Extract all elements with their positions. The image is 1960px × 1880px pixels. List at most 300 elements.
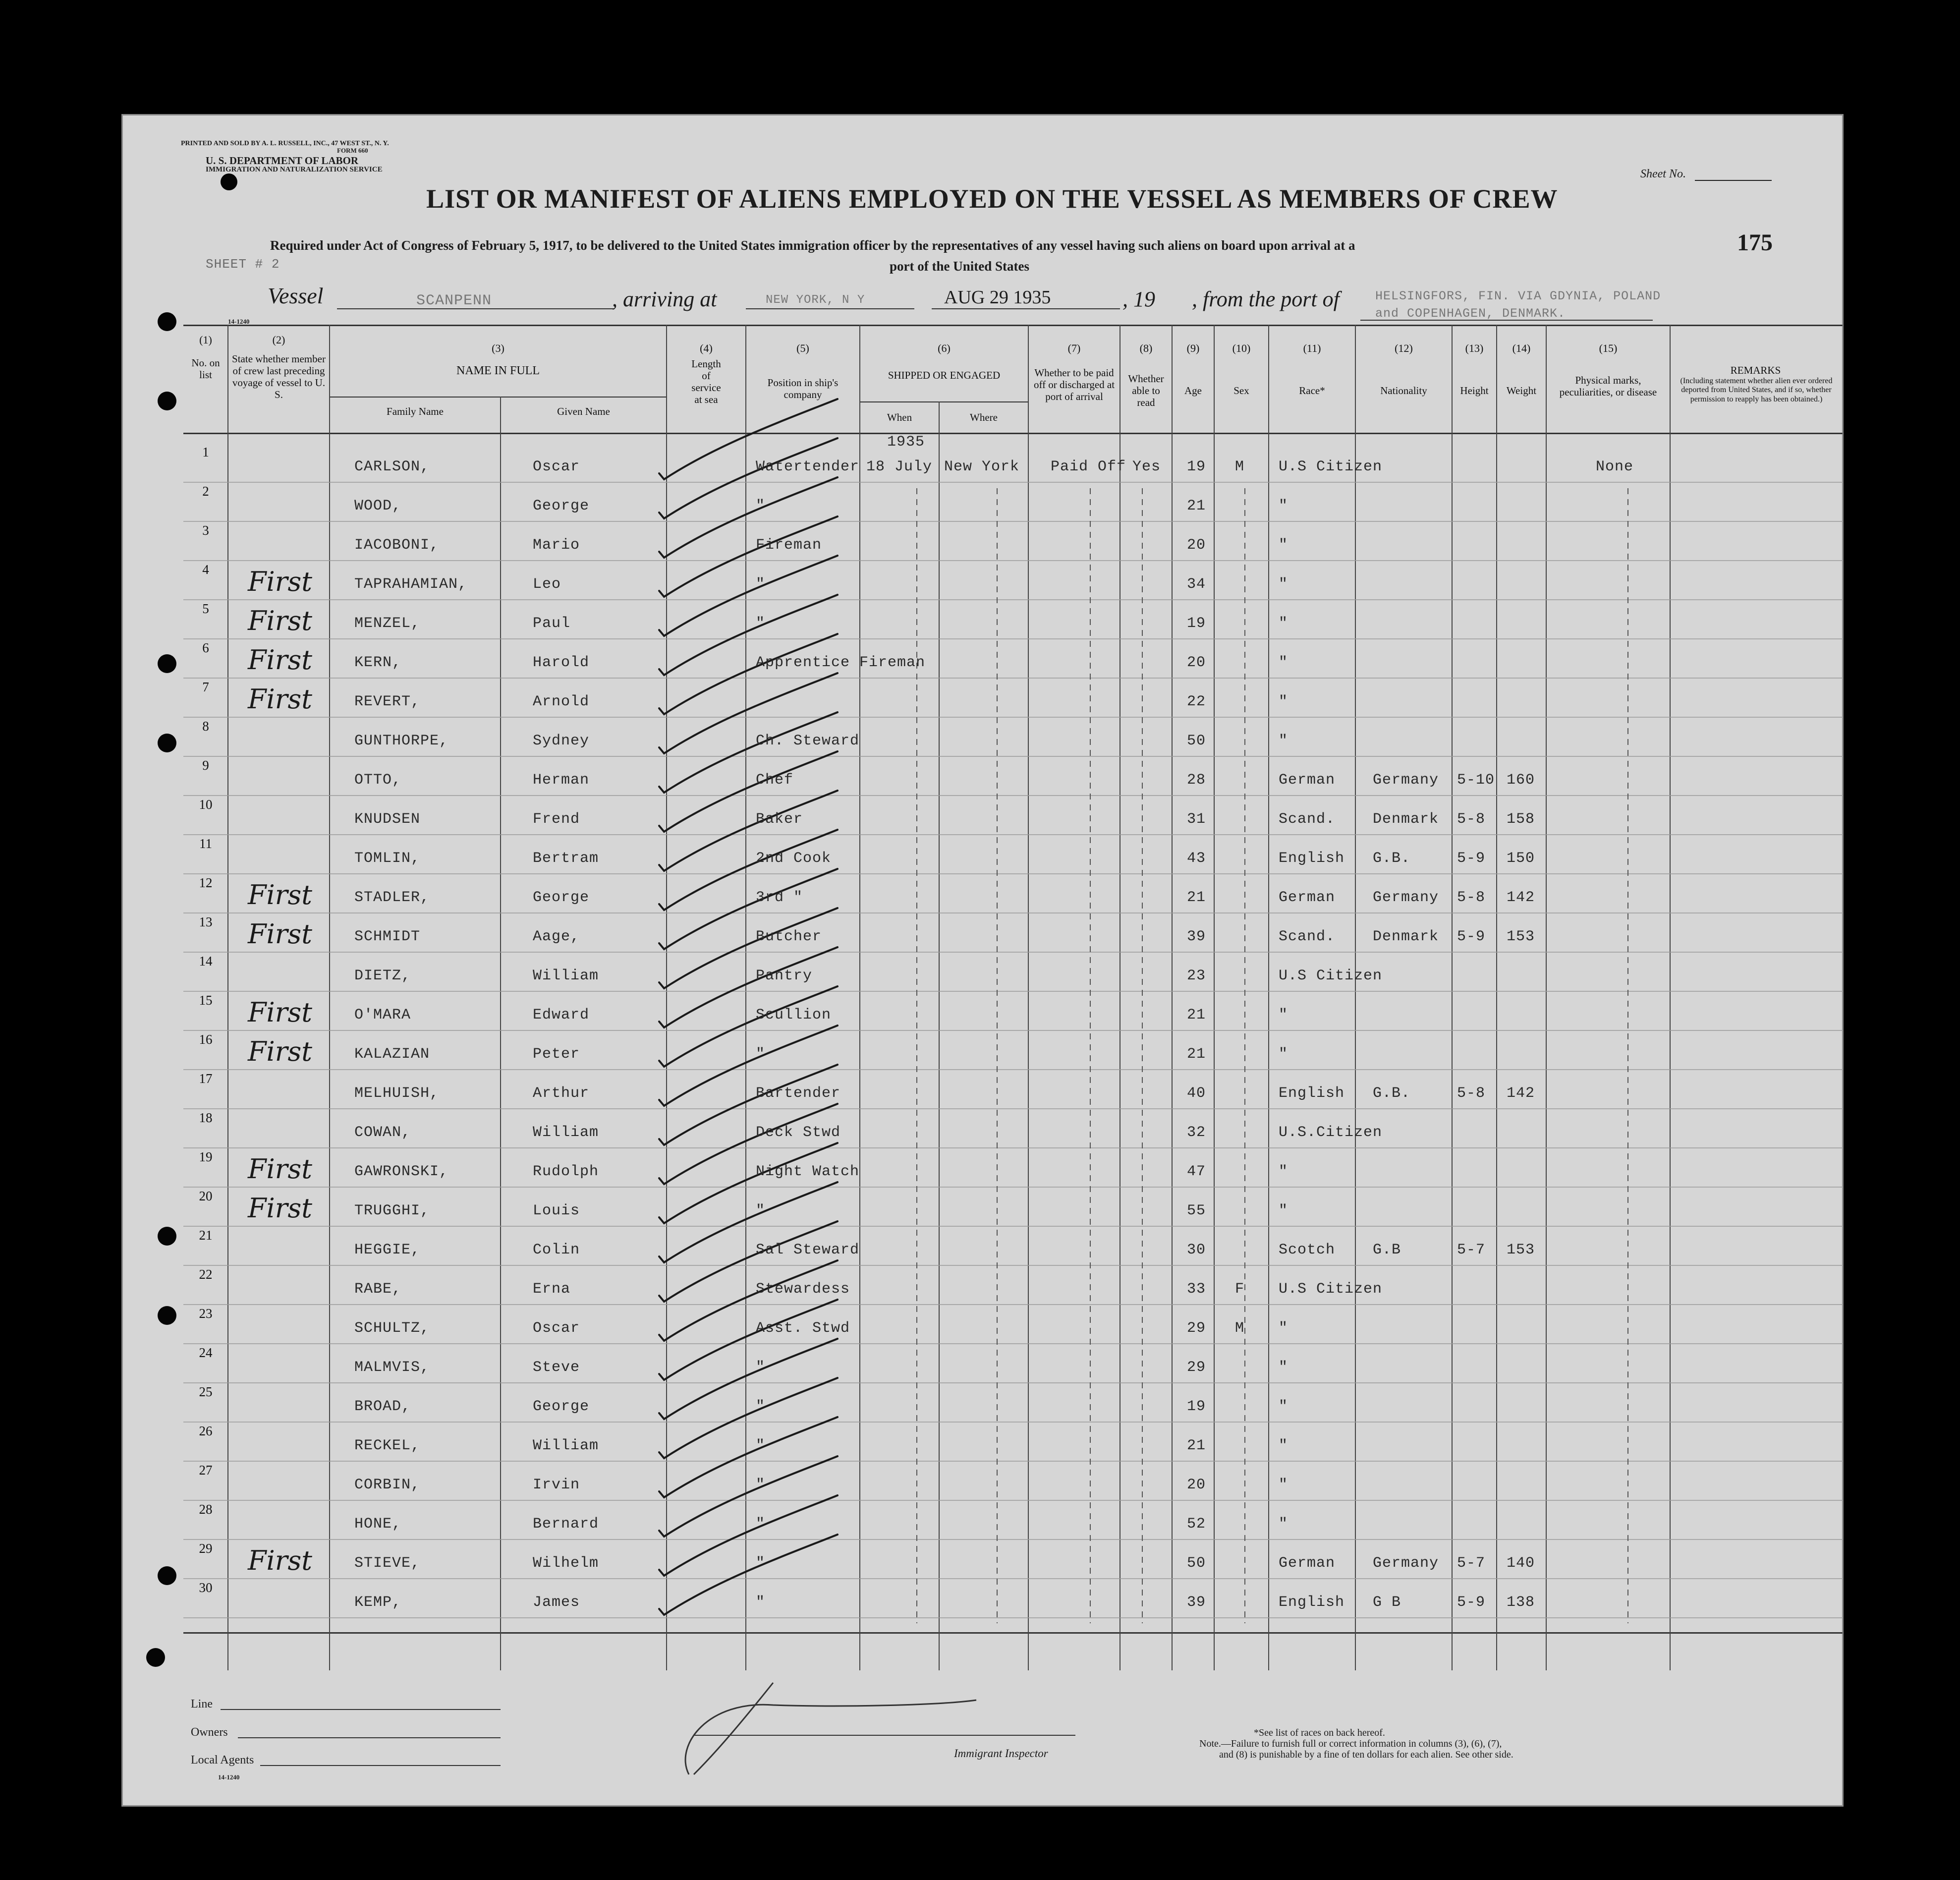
previous-voyage-cell: First	[248, 644, 312, 676]
col-3-family-header: Family Name	[387, 405, 444, 417]
age-cell: 21	[1187, 1437, 1206, 1454]
race-cell: German	[1279, 772, 1336, 789]
race-cell: "	[1279, 1202, 1288, 1219]
position-cell: "	[756, 1046, 766, 1063]
race-cell: "	[1279, 1516, 1288, 1533]
col-6-where-header: Where	[970, 411, 998, 423]
position-cell: Apprentice Fireman	[756, 654, 926, 671]
nationality-cell: G.B	[1373, 1242, 1401, 1258]
height-cell: 5-9	[1457, 928, 1486, 945]
race-cell: "	[1279, 576, 1288, 593]
age-cell: 28	[1187, 772, 1206, 789]
previous-voyage-cell: First	[248, 1193, 312, 1224]
position-cell: 3rd "	[756, 889, 803, 906]
nationality-cell: G.B.	[1373, 850, 1411, 867]
row-number: 27	[199, 1463, 213, 1478]
weight-cell: 153	[1507, 1242, 1535, 1258]
col-14-number: (14)	[1512, 342, 1531, 354]
col-9-number: (9)	[1186, 342, 1200, 354]
family-name-cell: DIETZ,	[354, 968, 411, 984]
arriving-label: , arriving at	[612, 287, 717, 311]
previous-voyage-cell: First	[248, 1153, 312, 1185]
sex-cell: F	[1235, 1281, 1245, 1298]
page-title: LIST OR MANIFEST OF ALIENS EMPLOYED ON THE VESSEL AS MEMBERS OF CREW	[426, 184, 1558, 214]
height-cell: 5-10	[1457, 772, 1495, 789]
given-name-cell: Sydney	[533, 733, 590, 749]
position-cell: Asst. Stwd	[756, 1320, 850, 1337]
races-note: *See list of races on back hereof.	[1254, 1727, 1385, 1738]
weight-cell: 140	[1507, 1555, 1535, 1572]
family-name-cell: CORBIN,	[354, 1477, 421, 1493]
row-number: 9	[202, 758, 209, 773]
sex-cell: M	[1235, 458, 1245, 475]
tally-checkmark	[659, 830, 838, 910]
row-number: 4	[202, 562, 209, 577]
col-2-header: State whether member of crew last preceding voyage of vessel to U. S.	[232, 353, 326, 401]
position-cell: Ch. Steward	[756, 733, 860, 749]
position-cell: Stewardess	[756, 1281, 850, 1298]
previous-voyage-cell: First	[248, 1545, 312, 1576]
family-name-cell: OTTO,	[354, 772, 402, 789]
given-name-cell: Harold	[533, 654, 590, 671]
row-number: 30	[199, 1580, 213, 1595]
col-5-number: (5)	[796, 342, 809, 354]
line-field	[221, 1709, 501, 1710]
given-name-cell: Mario	[533, 537, 580, 554]
given-name-cell: Edward	[533, 1007, 590, 1024]
row-number: 17	[199, 1071, 213, 1086]
given-name-cell: Bertram	[533, 850, 599, 867]
family-name-cell: KNUDSEN	[354, 811, 421, 828]
family-name-cell: MALMVIS,	[354, 1359, 430, 1376]
race-cell: Scotch	[1279, 1242, 1336, 1258]
race-cell: English	[1279, 1594, 1345, 1611]
previous-voyage-cell: First	[248, 605, 312, 636]
position-cell: Pantry	[756, 968, 813, 984]
col-7-number: (7)	[1067, 342, 1081, 354]
previous-voyage-cell: First	[248, 997, 312, 1028]
age-cell: 31	[1187, 811, 1206, 828]
given-name-cell: Irvin	[533, 1477, 580, 1493]
arriving-port: NEW YORK, N Y	[766, 293, 865, 307]
physical-marks-cell: None	[1596, 458, 1634, 475]
arrival-date-stamp: AUG 29 1935	[944, 287, 1051, 308]
given-name-cell: Rudolph	[533, 1163, 599, 1180]
age-cell: 19	[1187, 615, 1206, 632]
year-label: , 19	[1122, 287, 1155, 311]
col-9-header: Age	[1184, 385, 1202, 397]
nationality-cell: Denmark	[1373, 928, 1439, 945]
previous-voyage-cell: First	[248, 1036, 312, 1067]
age-cell: 52	[1187, 1516, 1206, 1533]
row-number: 28	[199, 1502, 213, 1517]
age-cell: 47	[1187, 1163, 1206, 1180]
shipped-where-cell: New York	[944, 458, 1020, 475]
race-cell: "	[1279, 1398, 1288, 1415]
printer-imprint: PRINTED AND SOLD BY A. L. RUSSELL, INC., 47 WEST ST., N. Y.	[181, 140, 389, 147]
age-cell: 30	[1187, 1242, 1206, 1258]
race-cell: German	[1279, 1555, 1336, 1572]
nationality-cell: G.B.	[1373, 1085, 1411, 1102]
race-cell: English	[1279, 1085, 1345, 1102]
race-cell: "	[1279, 1477, 1288, 1493]
family-name-cell: CARLSON,	[354, 458, 430, 475]
col-1-number: (1)	[199, 334, 212, 346]
family-name-cell: GAWRONSKI,	[354, 1163, 449, 1180]
col-5-header: Position in ship's company	[767, 377, 839, 401]
age-cell: 21	[1187, 1007, 1206, 1024]
family-name-cell: RECKEL,	[354, 1437, 421, 1454]
given-name-cell: Arnold	[533, 693, 590, 710]
position-cell: Fireman	[756, 537, 822, 554]
col-13-number: (13)	[1465, 342, 1484, 354]
from-port-line-2: and COPENHAGEN, DENMARK.	[1375, 306, 1566, 321]
row-number: 23	[199, 1306, 213, 1321]
height-cell: 5-8	[1457, 811, 1486, 828]
age-cell: 19	[1187, 1398, 1206, 1415]
weight-cell: 142	[1507, 889, 1535, 906]
position-cell: "	[756, 1594, 766, 1611]
sex-cell: M	[1235, 1320, 1245, 1337]
row-number: 21	[199, 1228, 213, 1243]
position-cell: "	[756, 1359, 766, 1376]
shipped-when-cell: 18 July	[866, 458, 933, 475]
col-2-number: (2)	[272, 334, 285, 346]
tally-checkmark	[659, 1143, 838, 1223]
inspector-signature-line	[694, 1735, 1075, 1736]
family-name-cell: O'MARA	[354, 1007, 411, 1024]
height-cell: 5-8	[1457, 889, 1486, 906]
immigrant-inspector-label: Immigrant Inspector	[954, 1747, 1048, 1760]
race-cell: "	[1279, 498, 1288, 514]
local-agents-field	[260, 1765, 501, 1766]
col-6-when-header: When	[887, 411, 912, 423]
position-cell: "	[756, 1555, 766, 1572]
row-number: 1	[202, 445, 209, 459]
family-name-cell: MELHUISH,	[354, 1085, 440, 1102]
family-name-cell: TOMLIN,	[354, 850, 421, 867]
row-number: 25	[199, 1384, 213, 1399]
previous-voyage-cell: First	[248, 566, 312, 597]
given-name-cell: George	[533, 889, 590, 906]
family-name-cell: IACOBONI,	[354, 537, 440, 554]
family-name-cell: KEMP,	[354, 1594, 402, 1611]
row-number: 26	[199, 1424, 213, 1438]
family-name-cell: WOOD,	[354, 498, 402, 514]
tally-checkmark	[659, 712, 838, 793]
race-cell: "	[1279, 1437, 1288, 1454]
nationality-cell: Germany	[1373, 889, 1439, 906]
race-cell: "	[1279, 1046, 1288, 1063]
given-name-cell: William	[533, 1437, 599, 1454]
row-number: 15	[199, 993, 213, 1008]
family-name-cell: HONE,	[354, 1516, 402, 1533]
col-6-number: (6)	[938, 342, 951, 354]
tally-checkmark	[659, 1495, 838, 1576]
nationality-cell: Germany	[1373, 1555, 1439, 1572]
service-name: IMMIGRATION AND NATURALIZATION SERVICE	[206, 166, 383, 173]
age-cell: 50	[1187, 733, 1206, 749]
col-6-header: SHIPPED OR ENGAGED	[888, 369, 1001, 381]
age-cell: 29	[1187, 1320, 1206, 1337]
given-name-cell: Arthur	[533, 1085, 590, 1102]
weight-cell: 142	[1507, 1085, 1535, 1102]
row-number: 24	[199, 1345, 213, 1360]
weight-cell: 138	[1507, 1594, 1535, 1611]
age-cell: 50	[1187, 1555, 1206, 1572]
race-cell: "	[1279, 615, 1288, 632]
row-number: 5	[202, 601, 209, 616]
position-cell: Baker	[756, 811, 803, 828]
family-name-cell: SCHMIDT	[354, 928, 421, 945]
previous-voyage-cell: First	[248, 684, 312, 715]
given-name-cell: Frend	[533, 811, 580, 828]
age-cell: 21	[1187, 498, 1206, 514]
row-number: 11	[199, 836, 212, 851]
row-number: 7	[202, 680, 209, 694]
weight-cell: 158	[1507, 811, 1535, 828]
given-name-cell: George	[533, 498, 590, 514]
age-cell: 21	[1187, 1046, 1206, 1063]
vessel-label: Vessel	[268, 283, 324, 308]
position-cell: "	[756, 615, 766, 632]
previous-voyage-cell: First	[248, 918, 312, 950]
paid-off-cell: Paid Off	[1051, 458, 1126, 475]
form-code-bottom: 14-1240	[218, 1773, 240, 1781]
age-cell: 20	[1187, 537, 1206, 554]
family-name-cell: MENZEL,	[354, 615, 421, 632]
sheet-stamp: SHEET # 2	[206, 257, 280, 272]
able-to-read-cell: Yes	[1132, 458, 1161, 475]
age-cell: 29	[1187, 1359, 1206, 1376]
page-stamp: 175	[1737, 229, 1773, 256]
age-cell: 39	[1187, 1594, 1206, 1611]
age-cell: 43	[1187, 850, 1206, 867]
col-7-header: Whether to be paid off or discharged at port of arrival	[1033, 367, 1115, 403]
col-11-header: Race*	[1299, 385, 1325, 397]
age-cell: 40	[1187, 1085, 1206, 1102]
family-name-cell: HEGGIE,	[354, 1242, 421, 1258]
height-cell: 5-8	[1457, 1085, 1486, 1102]
race-cell: "	[1279, 1359, 1288, 1376]
height-cell: 5-9	[1457, 850, 1486, 867]
subtitle-line-1: Required under Act of Congress of February 5, 1917, to be delivered to the United States immigration officer by the representatives of any vessel having such aliens on board upon arrival at a	[270, 238, 1355, 253]
tally-checkmark	[659, 1378, 838, 1458]
position-cell: "	[756, 1398, 766, 1415]
position-cell: Watertender	[756, 458, 860, 475]
age-cell: 55	[1187, 1202, 1206, 1219]
height-cell: 5-7	[1457, 1242, 1486, 1258]
col-12-number: (12)	[1395, 342, 1413, 354]
position-cell: Chef	[756, 772, 794, 789]
given-name-cell: Steve	[533, 1359, 580, 1376]
weight-cell: 160	[1507, 772, 1535, 789]
race-cell: "	[1279, 693, 1288, 710]
family-name-cell: STIEVE,	[354, 1555, 421, 1572]
race-cell: German	[1279, 889, 1336, 906]
race-cell: "	[1279, 1007, 1288, 1024]
penalty-note-1: Note.—Failure to furnish full or correct information in columns (3), (6), (7),	[1199, 1738, 1502, 1749]
row-number: 22	[199, 1267, 213, 1282]
race-cell: U.S Citizen	[1279, 458, 1383, 475]
col-8-number: (8)	[1139, 342, 1153, 354]
col-15-header: Physical marks, peculiarities, or disease	[1559, 374, 1657, 399]
year-written: 1935	[887, 434, 925, 451]
given-name-cell: Paul	[533, 615, 571, 632]
subtitle-line-2: port of the United States	[890, 259, 1029, 274]
position-cell: "	[756, 576, 766, 593]
race-cell: Scand.	[1279, 928, 1336, 945]
position-cell: "	[756, 1437, 766, 1454]
race-cell: U.S.Citizen	[1279, 1124, 1383, 1141]
given-name-cell: James	[533, 1594, 580, 1611]
tally-checkmark	[659, 1300, 838, 1380]
given-name-cell: George	[533, 1398, 590, 1415]
row-number: 3	[202, 523, 209, 538]
age-cell: 20	[1187, 654, 1206, 671]
col-15-number: (15)	[1599, 342, 1618, 354]
family-name-cell: KERN,	[354, 654, 402, 671]
family-name-cell: REVERT,	[354, 693, 421, 710]
penalty-note-2: and (8) is punishable by a fine of ten dollars for each alien. See other side.	[1219, 1749, 1513, 1760]
age-cell: 39	[1187, 928, 1206, 945]
given-name-cell: William	[533, 1124, 599, 1141]
col-13-header: Height	[1460, 385, 1489, 397]
col-11-number: (11)	[1303, 342, 1321, 354]
given-name-cell: Colin	[533, 1242, 580, 1258]
col-14-header: Weight	[1506, 385, 1537, 397]
given-name-cell: Herman	[533, 772, 590, 789]
col-10-number: (10)	[1232, 342, 1251, 354]
family-name-cell: STADLER,	[354, 889, 430, 906]
age-cell: 20	[1187, 1477, 1206, 1493]
weight-cell: 150	[1507, 850, 1535, 867]
row-number: 14	[199, 954, 213, 968]
race-cell: "	[1279, 654, 1288, 671]
family-name-cell: SCHULTZ,	[354, 1320, 430, 1337]
position-cell: Sal Steward	[756, 1242, 860, 1258]
row-number: 8	[202, 719, 209, 734]
row-number: 29	[199, 1541, 213, 1556]
previous-voyage-cell: First	[248, 879, 312, 911]
race-cell: "	[1279, 537, 1288, 554]
height-cell: 5-7	[1457, 1555, 1486, 1572]
tally-checkmark	[659, 986, 838, 1067]
col-3-header: NAME IN FULL	[456, 364, 540, 377]
owners-label: Owners	[191, 1726, 228, 1739]
family-name-cell: KALAZIAN	[354, 1046, 430, 1063]
row-number: 12	[199, 875, 213, 890]
age-cell: 22	[1187, 693, 1206, 710]
col-10-header: Sex	[1233, 385, 1249, 397]
given-name-cell: Oscar	[533, 1320, 580, 1337]
row-number: 16	[199, 1032, 213, 1047]
tally-checkmark	[659, 516, 838, 597]
age-cell: 23	[1187, 968, 1206, 984]
position-cell: "	[756, 498, 766, 514]
given-name-cell: Bernard	[533, 1516, 599, 1533]
given-name-cell: Louis	[533, 1202, 580, 1219]
family-name-cell: BROAD,	[354, 1398, 411, 1415]
family-name-cell: RABE,	[354, 1281, 402, 1298]
position-cell: "	[756, 1477, 766, 1493]
row-number: 19	[199, 1149, 213, 1164]
remarks-header: REMARKS	[1730, 364, 1781, 376]
nationality-cell: G B	[1373, 1594, 1401, 1611]
tally-checkmark	[659, 634, 838, 714]
given-name-cell: Wilhelm	[533, 1555, 599, 1572]
position-cell: Deck Stwd	[756, 1124, 841, 1141]
col-4-header: Length of service at sea	[691, 358, 721, 406]
owners-field	[238, 1737, 501, 1738]
race-cell: Scand.	[1279, 811, 1336, 828]
age-cell: 32	[1187, 1124, 1206, 1141]
age-cell: 21	[1187, 889, 1206, 906]
sheet-no-label: Sheet No.	[1640, 168, 1686, 180]
col-4-number: (4)	[700, 342, 713, 354]
race-cell: "	[1279, 1320, 1288, 1337]
nationality-cell: Denmark	[1373, 811, 1439, 828]
race-cell: U.S Citizen	[1279, 968, 1383, 984]
tally-checkmark	[659, 751, 838, 832]
form-number: FORM 660	[337, 147, 368, 154]
row-number: 13	[199, 914, 213, 929]
row-number: 2	[202, 484, 209, 499]
inspector-signature-stroke	[694, 1683, 773, 1774]
tally-checkmark	[659, 438, 838, 518]
tally-checkmark	[659, 1339, 838, 1419]
given-name-cell: Leo	[533, 576, 561, 593]
age-cell: 33	[1187, 1281, 1206, 1298]
position-cell: "	[756, 1202, 766, 1219]
department-name: U. S. DEPARTMENT OF LABOR	[206, 155, 359, 167]
tally-checkmark	[659, 1456, 838, 1537]
nationality-cell: Germany	[1373, 772, 1439, 789]
row-number: 18	[199, 1110, 213, 1125]
given-name-cell: William	[533, 968, 599, 984]
age-cell: 34	[1187, 576, 1206, 593]
position-cell: Butcher	[756, 928, 822, 945]
position-cell: "	[756, 1516, 766, 1533]
col-3-number: (3)	[492, 342, 504, 354]
form-code-top: 14-1240	[228, 318, 250, 325]
given-name-cell: Oscar	[533, 458, 580, 475]
given-name-cell: Erna	[533, 1281, 571, 1298]
row-number: 10	[199, 797, 213, 812]
col-12-header: Nationality	[1380, 385, 1427, 397]
row-number: 6	[202, 640, 209, 655]
col-8-header: Whether able to read	[1128, 373, 1164, 409]
race-cell: "	[1279, 733, 1288, 749]
race-cell: U.S Citizen	[1279, 1281, 1383, 1298]
age-cell: 19	[1187, 458, 1206, 475]
height-cell: 5-9	[1457, 1594, 1486, 1611]
row-number: 20	[199, 1189, 213, 1203]
race-cell: "	[1279, 1163, 1288, 1180]
family-name-cell: TAPRAHAMIAN,	[354, 576, 468, 593]
local-agents-label: Local Agents	[191, 1754, 254, 1766]
remarks-note: (Including statement whether alien ever ordered deported from United States, and if so, whether permission to reapply has been obtained.)	[1680, 377, 1833, 403]
weight-cell: 153	[1507, 928, 1535, 945]
family-name-cell: GUNTHORPE,	[354, 733, 449, 749]
line-label: Line	[191, 1698, 213, 1710]
tally-checkmark	[659, 556, 838, 636]
race-cell: English	[1279, 850, 1345, 867]
col-1-header: No. on list	[191, 357, 220, 381]
from-port-label: , from the port of	[1192, 287, 1340, 311]
tally-checkmark	[659, 1535, 838, 1615]
position-cell: Night Watch	[756, 1163, 860, 1180]
